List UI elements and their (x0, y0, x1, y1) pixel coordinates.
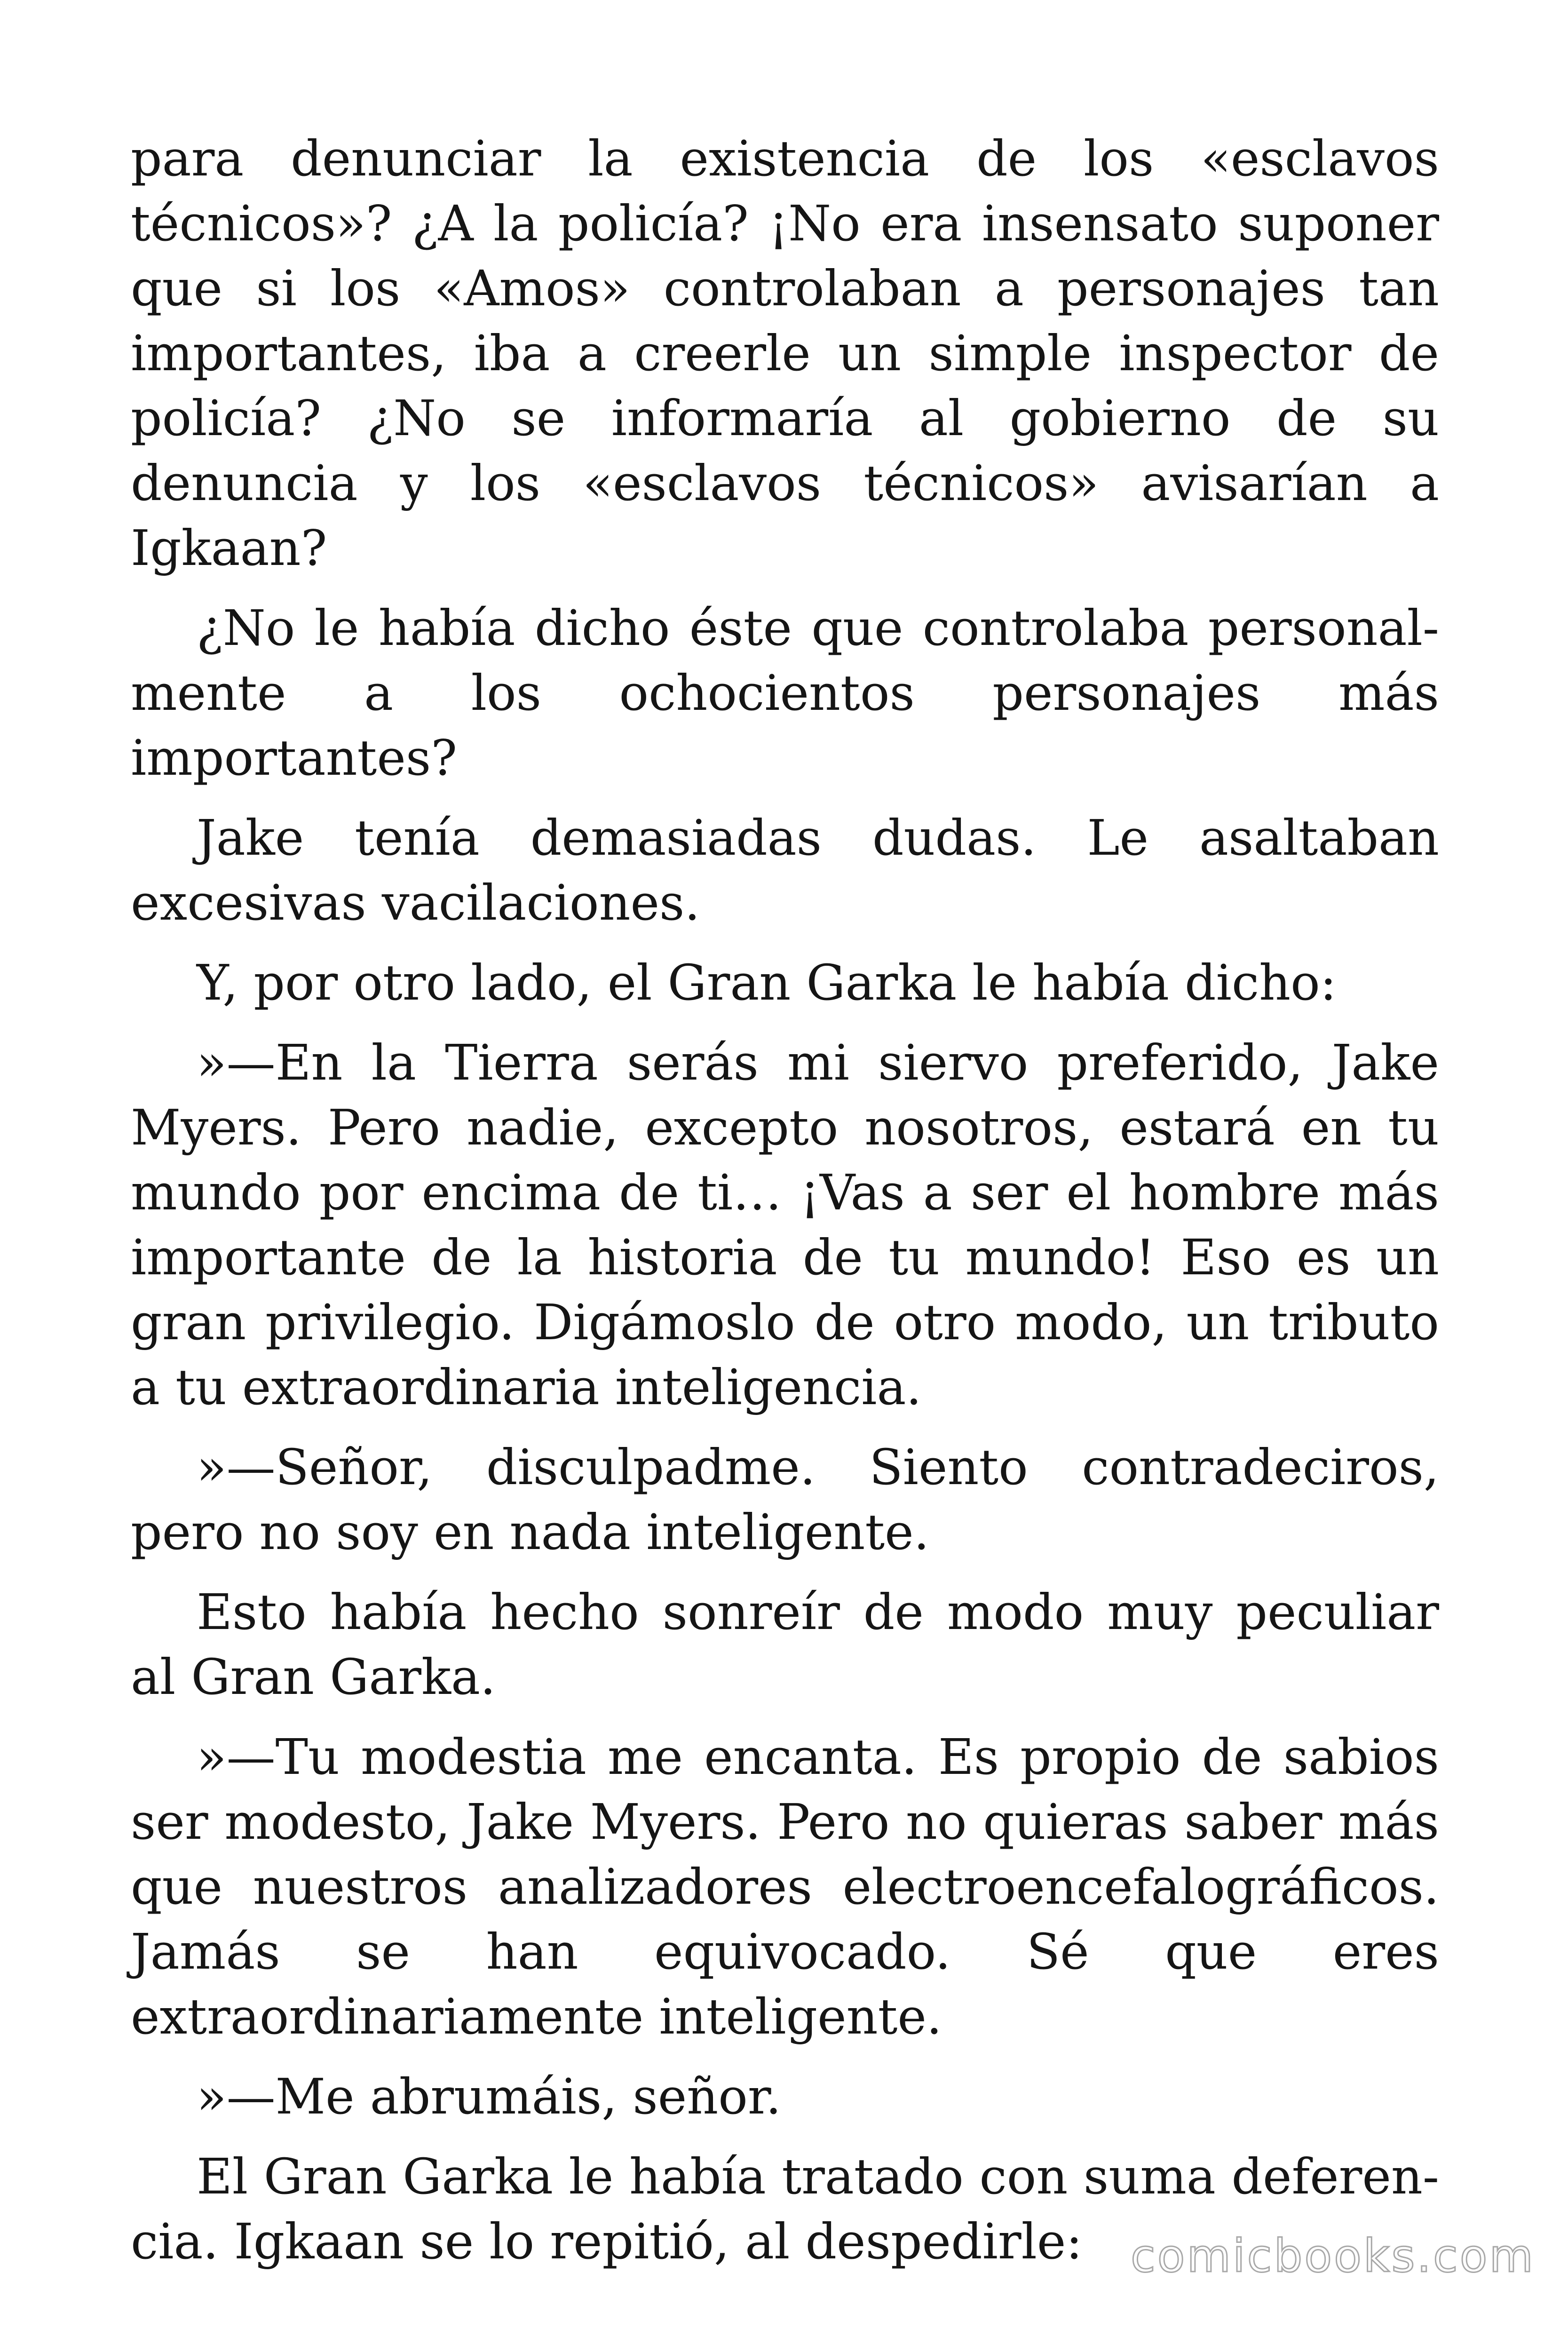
page-text (131, 126, 1439, 2289)
paragraph-1: para denunciar la existencia de los «esclavos técnicos»? ¿A la policía? ¡No era insensato suponer que si los «Amos» controlaban a personajes tan importantes, iba a creerle un simple inspector de policía? ¿No se informaría al gobierno de su denuncia y los «esclavos técnicos» avisarían a Igkaan? (131, 130, 1439, 577)
paragraph-4: Y, por otro lado, el Gran Garka le había dicho: (197, 954, 1337, 1011)
paragraph-3: Jake tenía demasiadas dudas. Le asaltaban excesivas vacilaciones. (131, 809, 1439, 931)
paragraph-10: El Gran Garka le había tratado con suma deferencia. Igkaan se lo repitió, al despedirle: (131, 2148, 1439, 2270)
paragraph-5: »—En la Tierra serás mi siervo preferido, Jake Myers. Pero nadie, excepto nosotros, estará en tu mundo por encima de ti… ¡Vas a ser el hombre más importante de la historia de tu mundo! Eso es un gran privilegio. Digámoslo de otro modo, un tributo a tu extraordinaria inteligencia. (131, 1034, 1439, 1416)
paragraph-7: Esto había hecho sonreír de modo muy peculiar al Gran Garka. (131, 1583, 1439, 1706)
paragraph-6: »—Señor, disculpadme. Siento contradeciros, pero no soy en nada inteligente. (131, 1438, 1439, 1561)
watermark: comicbooks.com (1130, 2230, 1535, 2282)
paragraph-2: ¿No le había dicho éste que controlaba personalmente a los ochocientos personajes más importantes? (131, 599, 1439, 787)
paragraph-9: »—Me abrumáis, señor. (197, 2068, 782, 2125)
paragraph-8: »—Tu modestia me encanta. Es propio de sabios ser modesto, Jake Myers. Pero no quieras saber más que nuestros analizadores electroencefalográficos. Jamás se han equivocado. Sé que eres extraordinariamente inteligente. (131, 1728, 1439, 2045)
